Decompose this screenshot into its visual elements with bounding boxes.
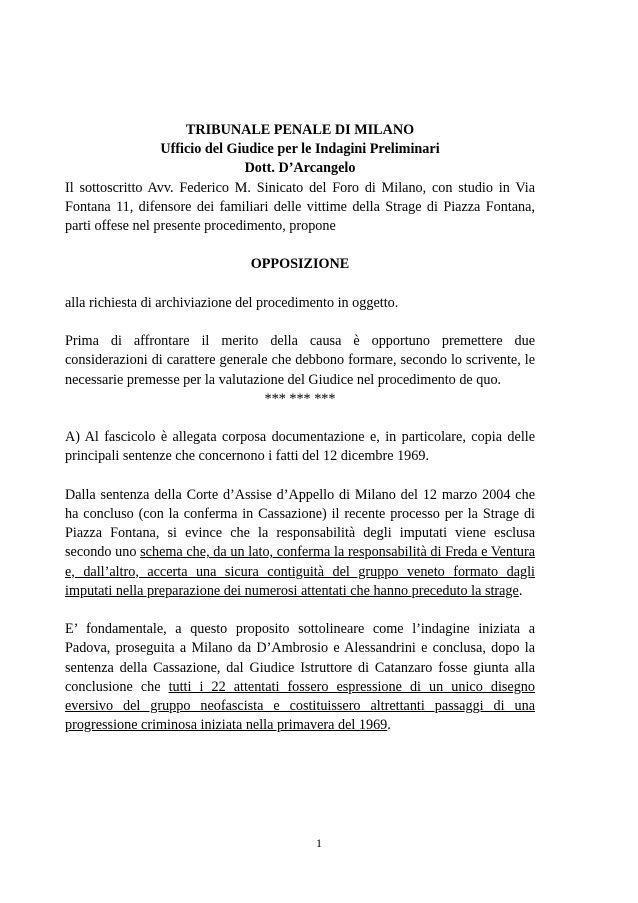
request-paragraph: alla richiesta di archiviazione del procedimento in oggetto. bbox=[65, 294, 399, 311]
page-number: 1 bbox=[316, 836, 322, 850]
point-a-paragraph: A) Al fascicolo è allegata corposa documentazione e, in particolare, copia delle principali sentenze che concernono i fatti del 12 dicembre 1969. bbox=[65, 429, 535, 465]
fundamental-paragraph bbox=[65, 620, 535, 735]
court-name: TRIBUNALE PENALE DI MILANO bbox=[185, 122, 415, 138]
document-body bbox=[65, 121, 535, 735]
intro-paragraph: Il sottoscritto Avv. Federico M. Sinicato del Foro di Milano, con studio in Via Fontana 11, difensore dei familiari delle vittime della Strage di Piazza Fontana, parti offese nel presente procedimento, propone bbox=[65, 179, 535, 235]
sentence-paragraph bbox=[65, 486, 535, 601]
sentence-underlined-text: schema che, da un lato, conferma la responsabilità di Freda e Ventura e, dall’altro, accerta una sicura contiguità del gruppo veneto formato dagli imputati nella preparazione dei numerosi attentati che hanno preceduto la strage bbox=[65, 544, 535, 599]
fundamental-underlined-text: tutti i 22 attentati fossero espressione di un unico disegno eversivo del gruppo neofascista e costituissero altrettanti passaggi di una progressione criminosa iniziata nella primavera del 1969 bbox=[65, 678, 535, 734]
office-name: Ufficio del Giudice per le Indagini Preliminari bbox=[160, 141, 440, 158]
fundamental-end: . bbox=[387, 717, 391, 734]
premise-paragraph: Prima di affrontare il merito della causa è opportuno premettere due considerazioni di carattere generale che debbono formare, secondo lo scrivente, le necessarie premesse per la valutazione del Giudice nel procedimento de quo. bbox=[65, 333, 535, 388]
document-title: OPPOSIZIONE bbox=[250, 256, 350, 273]
sentence-text: Dalla sentenza della Corte d’Assise d’Appello di Milano del 12 marzo 2004 che ha concluso (con la conferma in Cassazione) il recente processo per la Strage di Piazza Fontana, si evince che la responsabilità degli imputati viene esclusa secondo uno bbox=[65, 486, 535, 561]
section-separator: *** *** *** bbox=[264, 390, 336, 407]
judge-name: Dott. D’Arcangelo bbox=[244, 160, 356, 177]
sentence-end: . bbox=[518, 582, 523, 599]
fundamental-text: E’ fondamentale, a questo proposito sottolineare come l’indagine iniziata a Padova, proseguita a Milano da D’Ambrosio e Alessandrini e conclusa, dopo la sentenza della Cassazione, dal Giudice Istruttore di Catanzaro fosse giunta alla conclusione che bbox=[65, 621, 535, 695]
